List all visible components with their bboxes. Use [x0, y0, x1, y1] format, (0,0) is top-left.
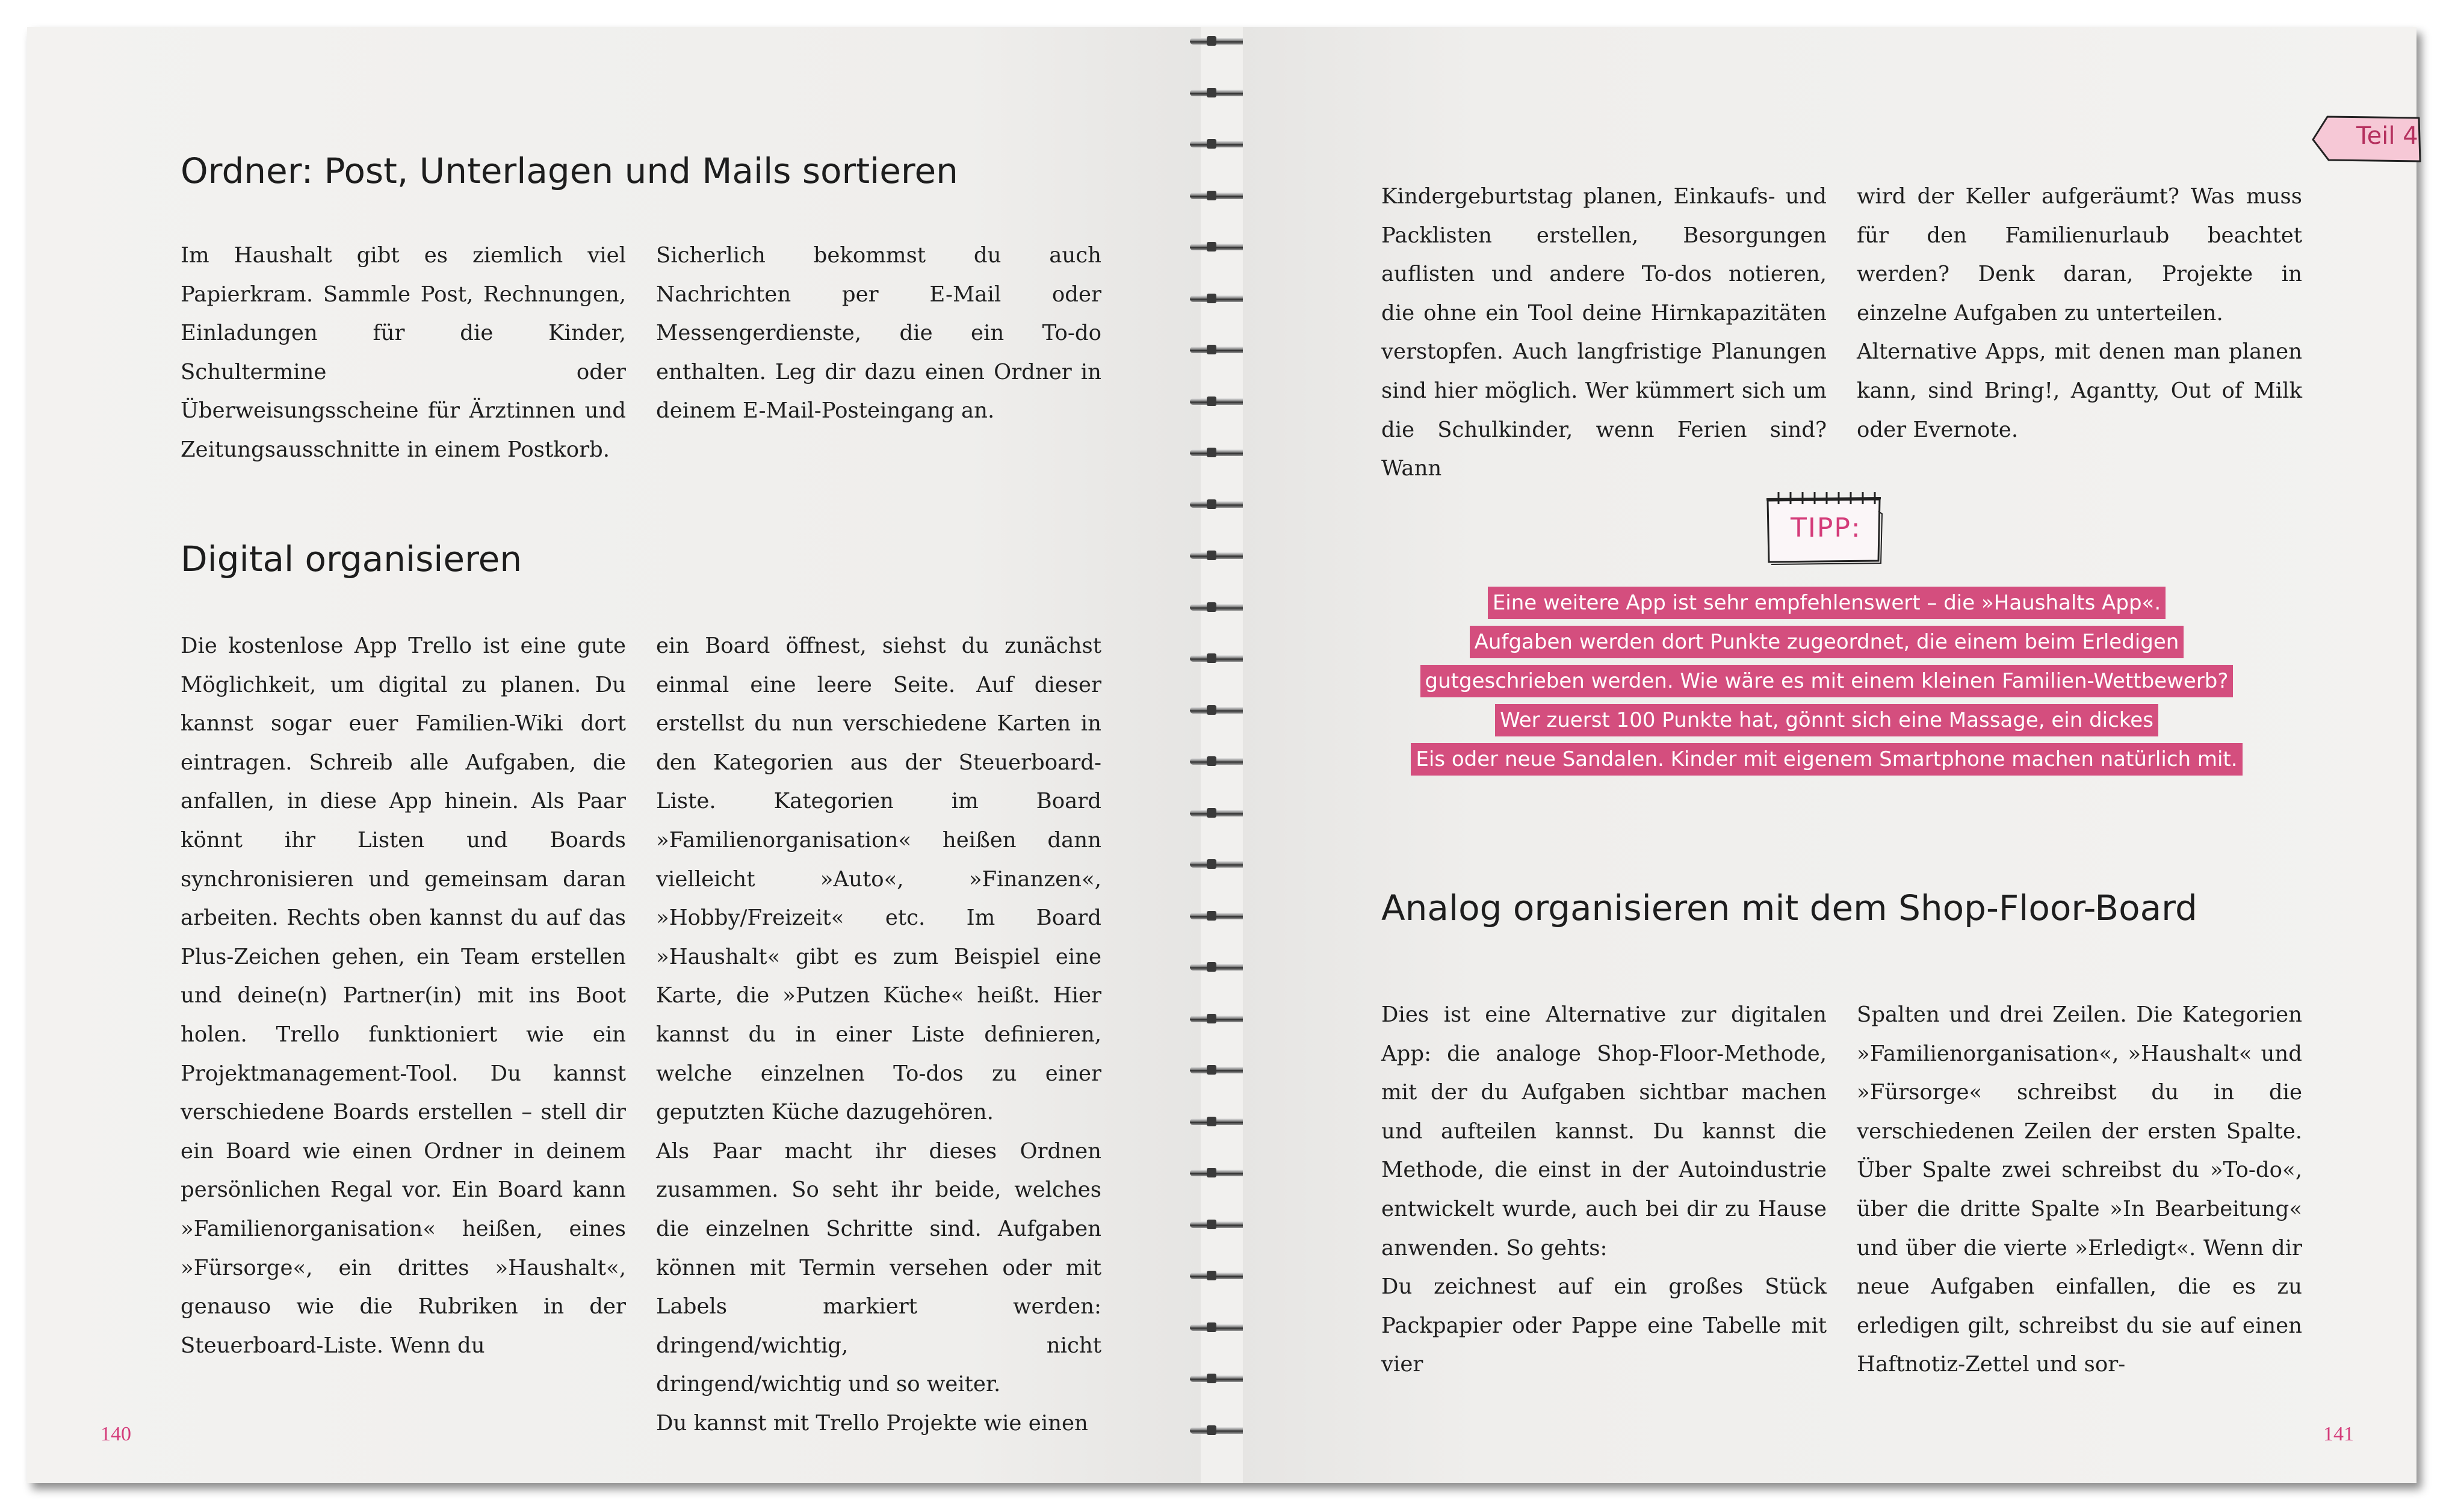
analog-text-2: Spalten und drei Zeilen. Die Kategorien »Familienorganisation«, »Haushalt« und »Fürsorge« schreibst du in die verschiedenen Zeilen der ersten Spalte. Über Spalte zwei schreibst du »To-do«, über die dritte Spalte »In Bearbeitung« und über die vierte »Erledigt«. Wenn dir neue Aufgaben einfallen, die es zu erledigen gilt, schreibst du sie auf einen Haftnotiz-Zettel und sor-	[1857, 1002, 2302, 1377]
digital-text-1: Die kostenlose App Trello ist eine gute Möglichkeit, um digital zu planen. Du kannst sogar euer Familien-Wiki dort eintragen. Schreib alle Aufgaben, die anfallen, in diese App hinein. Als Paar könnt ihr Listen und Boards synchronisieren und gemeinsam daran arbeiten. Rechts oben kannst du auf das Plus-Zeichen gehen, ein Team erstellen und deine(n) Partner(in) mit ins Boot holen. Trello funktioniert wie ein Projektmanagement-Tool. Du kannst verschiedene Boards erstellen – stell dir ein Board wie einen Ordner in deinem persönlichen Regal vor. Ein Board kann »Familienorganisation« heißen, eines »Fürsorge«, ein drittes »Haushalt«, genauso wie die Rubriken in der Steuerboard-Liste. Wenn du	[181, 634, 626, 1358]
ordner-text-2: Sicherlich bekommst du auch Nachrichten per E-Mail oder Messengerdienste, die ein To-do enthalten. Leg dir dazu einen Ordner in deinem E-Mail-Posteingang an.	[656, 243, 1101, 424]
ordner-col-2	[656, 236, 1101, 431]
right-top-text-2b: Alternative Apps, mit denen man planen kann, sind Bring!, Agantty, Out of Milk oder Evernote.	[1857, 339, 2302, 442]
ordner-text-1: Im Haushalt gibt es ziemlich viel Papierkram. Sammle Post, Rechnungen, Einladungen für die Kinder, Schultermine oder Überweisungsscheine für Ärztinnen und Zeitungsausschnitte in einem Postkorb.	[181, 243, 626, 462]
heading-digital: Digital organisieren	[181, 538, 522, 579]
digital-text-2a: ein Board öffnest, siehst du zunächst einmal eine leere Seite. Auf dieser erstellst du nun verschiedene Karten in den Kategorien aus der Steuerboard-Liste. Kategorien im Board »Familienorganisation« heißen dann vielleicht »Auto«, »Finanzen«, »Hobby/Freizeit« etc. Im Board »Haushalt« gibt es zum Beispiel eine Karte, die »Putzen Küche« heißt. Hier kannst du in einer Liste definieren, welche einzelnen To-dos zu einer geputzten Küche dazugehören.	[656, 634, 1101, 1125]
tip-line-3: gutgeschrieben werden. Wie wäre es mit einem kleinen Familien-Wettbewerb?	[1420, 665, 2234, 697]
chapter-tab	[2309, 113, 2424, 165]
ordner-col-1	[181, 236, 626, 470]
tip-line-1: Eine weitere App ist sehr empfehlenswert – die »Haushalts App«.	[1488, 587, 2166, 619]
tip-line-2: Aufgaben werden dort Punkte zugeordnet, die einem beim Erledigen	[1470, 626, 2184, 658]
analog-text-1b: Du zeichnest auf ein großes Stück Packpapier oder Pappe eine Tabelle mit vier	[1381, 1274, 1827, 1377]
page-number-left: 140	[101, 1423, 131, 1445]
right-top-text-1: Kindergeburtstag planen, Einkaufs- und Packlisten erstellen, Besorgungen auflisten und andere To-dos notieren, die ohne ein Tool deine Hirnkapazitäten verstopfen. Auch langfristige Planungen sind hier möglich. Wer kümmert sich um die Schulkinder, wenn Ferien sind? Wann	[1381, 184, 1827, 481]
heading-ordner: Ordner: Post, Unterlagen und Mails sortieren	[181, 150, 958, 191]
tipp-notepad-icon	[1760, 487, 1887, 569]
tip-line-5: Eis oder neue Sandalen. Kinder mit eigenem Smartphone machen natürlich mit.	[1411, 743, 2242, 776]
digital-text-2b: Als Paar macht ihr dieses Ordnen zusammen. So seht ihr beide, welches die einzelnen Schritte sind. Aufgaben können mit Termin versehen oder mit Labels markiert werden: dringend/wichtig, nicht dringend/wichtig und so weiter.	[656, 1138, 1101, 1397]
chapter-tab-label: Teil 4	[2356, 122, 2418, 150]
page-number-right: 141	[2323, 1423, 2354, 1445]
tip-text-block	[1396, 587, 2257, 782]
spiral-binding	[1201, 27, 1243, 1483]
right-top-text-2a: wird der Keller aufgeräumt? Was muss für den Familienurlaub beachtet werden? Denk daran, Projekte in einzelne Aufgaben zu unterteilen.	[1857, 184, 2302, 326]
left-page	[27, 27, 1201, 1483]
right-top-col-2	[1857, 177, 2302, 449]
tip-line-4: Wer zuerst 100 Punkte hat, gönnt sich eine Massage, ein dickes	[1495, 704, 2158, 736]
digital-col-2	[656, 627, 1101, 1443]
analog-text-1a: Dies ist eine Alternative zur digitalen App: die analoge Shop-Floor-Methode, mit der du Aufgaben sichtbar machen und aufteilen kannst. Du kannst die Methode, die einst in der Autoindustrie entwickelt wurde, auch bei dir zu Hause anwenden. So gehts:	[1381, 1002, 1827, 1261]
analog-col-1	[1381, 996, 1827, 1384]
tipp-label: TIPP:	[1791, 513, 1862, 543]
right-top-col-1	[1381, 177, 1827, 489]
digital-text-2c: Du kannst mit Trello Projekte wie einen	[656, 1410, 1088, 1436]
heading-analog: Analog organisieren mit dem Shop-Floor-Board	[1381, 887, 2197, 928]
digital-col-1	[181, 627, 626, 1365]
analog-col-2	[1857, 996, 2302, 1384]
